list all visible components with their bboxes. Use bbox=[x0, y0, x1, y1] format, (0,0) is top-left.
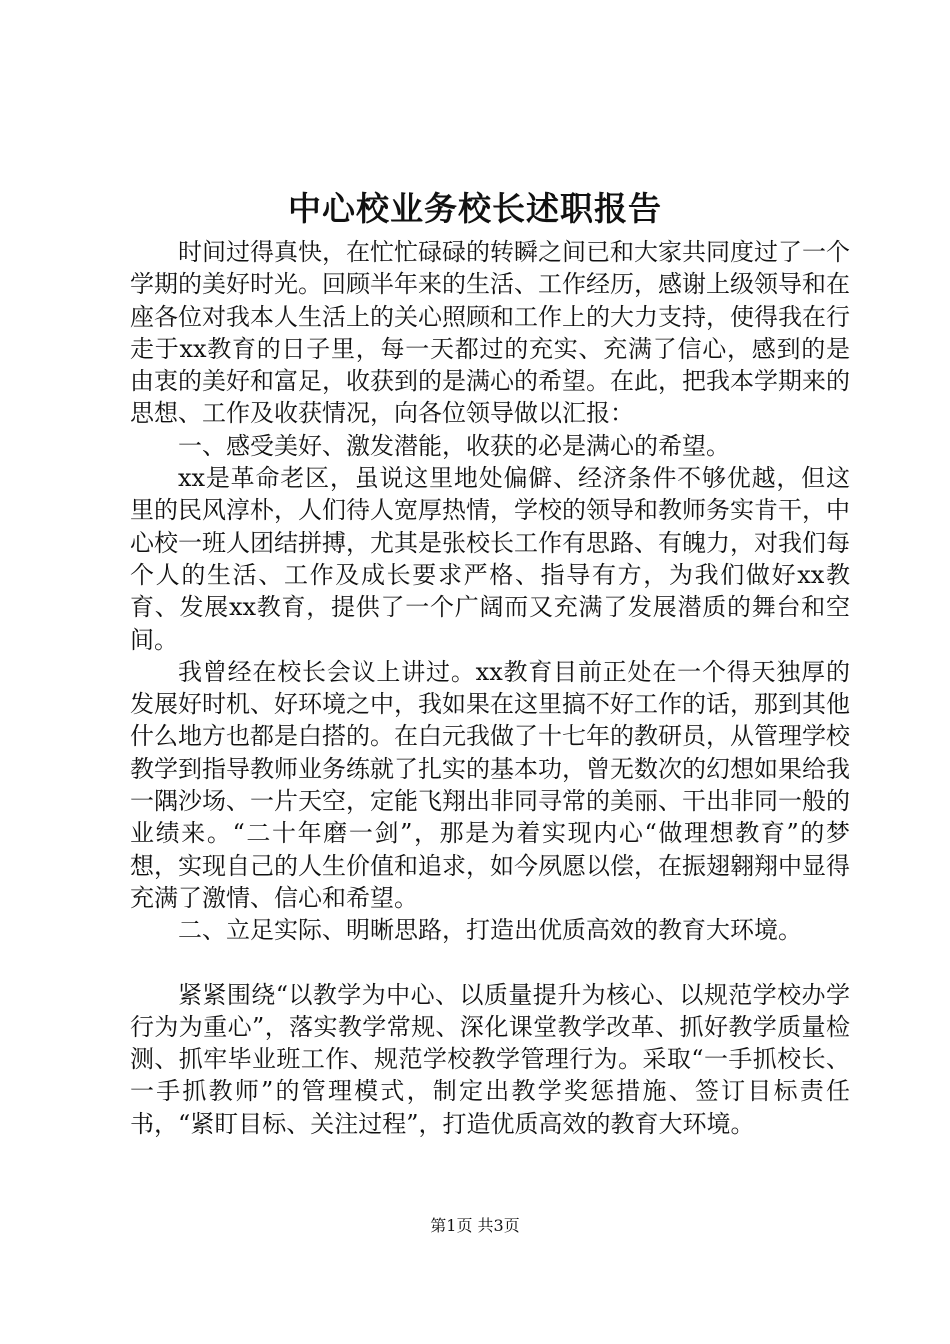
page-number-footer: 第1页 共3页 bbox=[430, 1216, 520, 1235]
paragraph-intro: 时间过得真快，在忙忙碌碌的转瞬之间已和大家共同度过了一个学期的美好时光。回顾半年来的生活、工作经历，感谢上级领导和在座各位对我本人生活上的关心照顾和工作上的大力支持，使得我在行走于xx教育的日子里，每一天都过的充实、充满了信心，感到的是由衷的美好和富足，收获到的是满心的希望。在此，把我本学期来的思想、工作及收获情况，向各位领导做以汇报： bbox=[130, 238, 850, 428]
paragraph-section-1-a: xx是革命老区，虽说这里地处偏僻、经济条件不够优越，但这里的民风淳朴，人们待人宽厚热情，学校的领导和教师务实肯干，中心校一班人团结拼搏，尤其是张校长工作有思路、有魄力，对我们每个人的生活、工作及成长要求严格、指导有方，为我们做好xx教育、发展xx教育，提供了一个广阔而又充满了发展潜质的舞台和空间。 bbox=[130, 464, 850, 654]
paragraph-section-1-b: 我曾经在校长会议上讲过。xx教育目前正处在一个得天独厚的发展好时机、好环境之中，我如果在这里搞不好工作的话，那到其他什么地方也都是白搭的。在白元我做了十七年的教研员，从管理学校教学到指导教师业务练就了扎实的基本功，曾无数次的幻想如果给我一隅沙场、一片天空，定能飞翔出非同寻常的美丽、干出非同一般的业绩来。“二十年磨一剑”，那是为着实现内心“做理想教育”的梦想，实现自己的人生价值和追求，如今夙愿以偿，在振翅翱翔中显得充满了激情、信心和希望。 bbox=[130, 657, 850, 912]
paragraph-section-2-a: 紧紧围绕“以教学为中心、以质量提升为核心、以规范学校办学行为为重心”，落实教学常规、深化课堂教学改革、抓好教学质量检测、抓牢毕业班工作、规范学校教学管理行为。采取“一手抓校长、一手抓教师”的管理模式，制定出教学奖惩措施、签订目标责任书，“紧盯目标、关注过程”，打造优质高效的教育大环境。 bbox=[130, 980, 850, 1138]
document-body bbox=[130, 236, 850, 1140]
section-heading-2: 二、立足实际、明晰思路，打造出优质高效的教育大环境。 bbox=[178, 916, 802, 945]
document-title: 中心校业务校长述职报告 bbox=[288, 189, 662, 228]
section-heading-1: 一、感受美好、激发潜能，收获的必是满心的希望。 bbox=[178, 431, 730, 460]
